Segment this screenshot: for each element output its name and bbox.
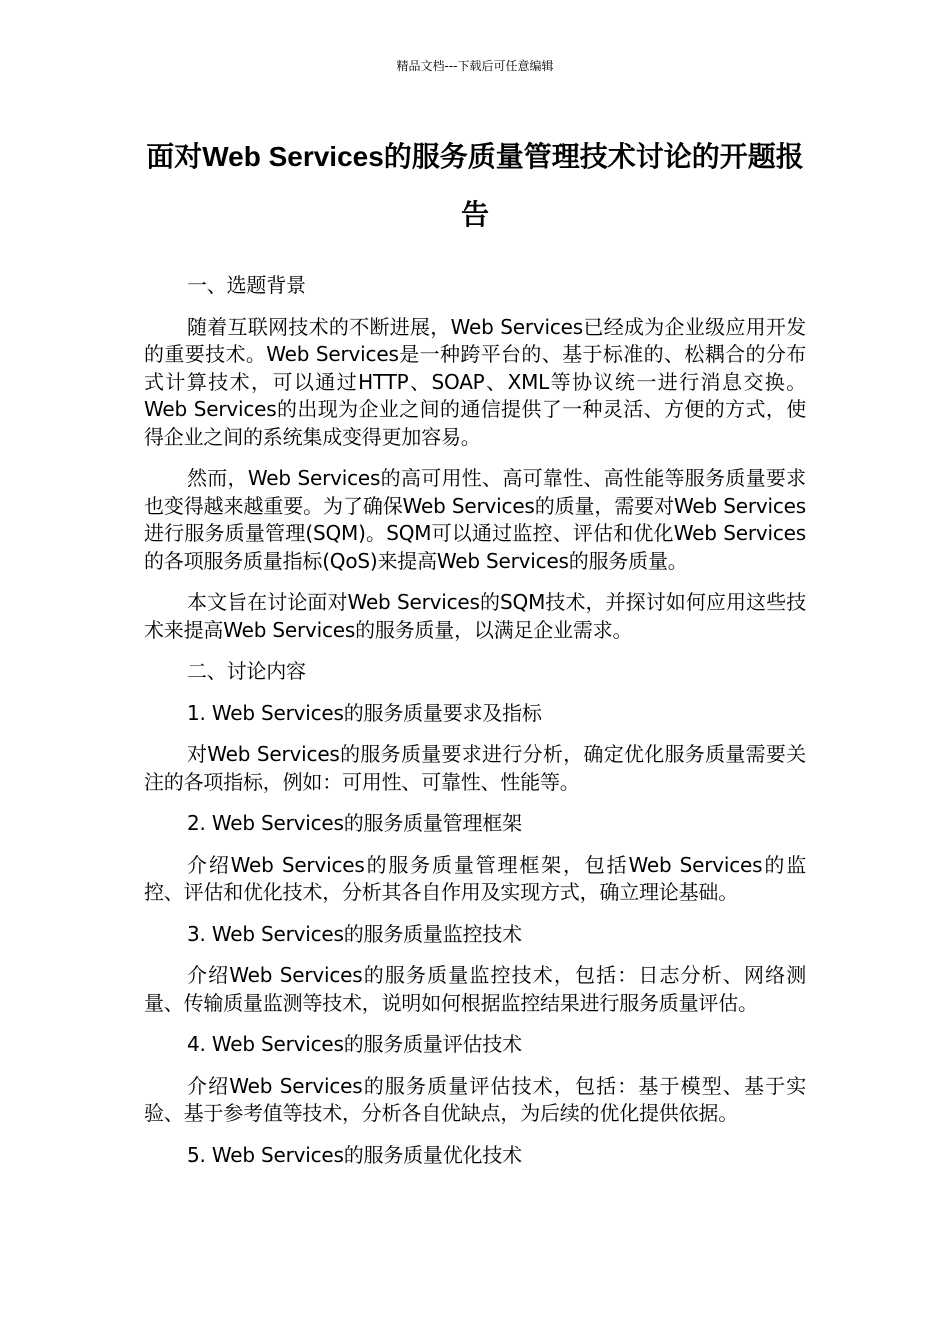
item-heading-1: 1. Web Services的服务质量要求及指标 (187, 700, 542, 725)
item-text-4: 介绍Web Services的服务质量评估技术，包括：基于模型、基于实验、基于参考值等技术，分析各自优缺点，为后续的优化提供依据。 (144, 1073, 806, 1125)
page-header: 精品文档---下载后可任意编辑 (396, 59, 554, 73)
paragraph-background-3: 本文旨在讨论面对Web Services的SQM技术，并探讨如何应用这些技术来提高Web Services的服务质量，以满足企业需求。 (144, 590, 806, 642)
item-text-1: 对Web Services的服务质量要求进行分析，确定优化服务质量需要关注的各项指标，例如：可用性、可靠性、性能等。 (144, 742, 806, 794)
item-heading-2: 2. Web Services的服务质量管理框架 (187, 811, 522, 835)
item-text-3: 介绍Web Services的服务质量监控技术，包括：日志分析、网络测量、传输质量监测等技术，说明如何根据监控结果进行服务质量评估。 (144, 963, 806, 1015)
item-text-2: 介绍Web Services的服务质量管理框架，包括Web Services的监控、评估和优化技术，分析其各自作用及实现方式，确立理论基础。 (144, 852, 806, 904)
section-heading-content: 二、讨论内容 (187, 659, 306, 683)
document-title: 面对Web Services的服务质量管理技术讨论的开题报告 (146, 141, 804, 230)
section-heading-background: 一、选题背景 (187, 273, 306, 297)
item-heading-5: 5. Web Services的服务质量优化技术 (187, 1142, 522, 1167)
document-body (144, 272, 806, 1183)
item-heading-3: 3. Web Services的服务质量监控技术 (187, 921, 522, 946)
paragraph-background-1: 随着互联网技术的不断进展，Web Services已经成为企业级应用开发的重要技术。Web Services是一种跨平台的、基于标准的、松耦合的分布式计算技术，可以通过HTTP、SOAP、XML等协议统一进行消息交换。Web Services的出现为企业之间的通信提供了一种灵活、方便的方式，使得企业之间的系统集成变得更加容易。 (144, 314, 806, 449)
paragraph-background-2: 然而，Web Services的高可用性、高可靠性、高性能等服务质量要求也变得越来越重要。为了确保Web Services的质量，需要对Web Services进行服务质量管理(SQM)。SQM可以通过监控、评估和优化Web Services的各项服务质量指标(QoS)来提高Web Services的服务质量。 (144, 466, 806, 573)
item-heading-4: 4. Web Services的服务质量评估技术 (187, 1032, 522, 1056)
